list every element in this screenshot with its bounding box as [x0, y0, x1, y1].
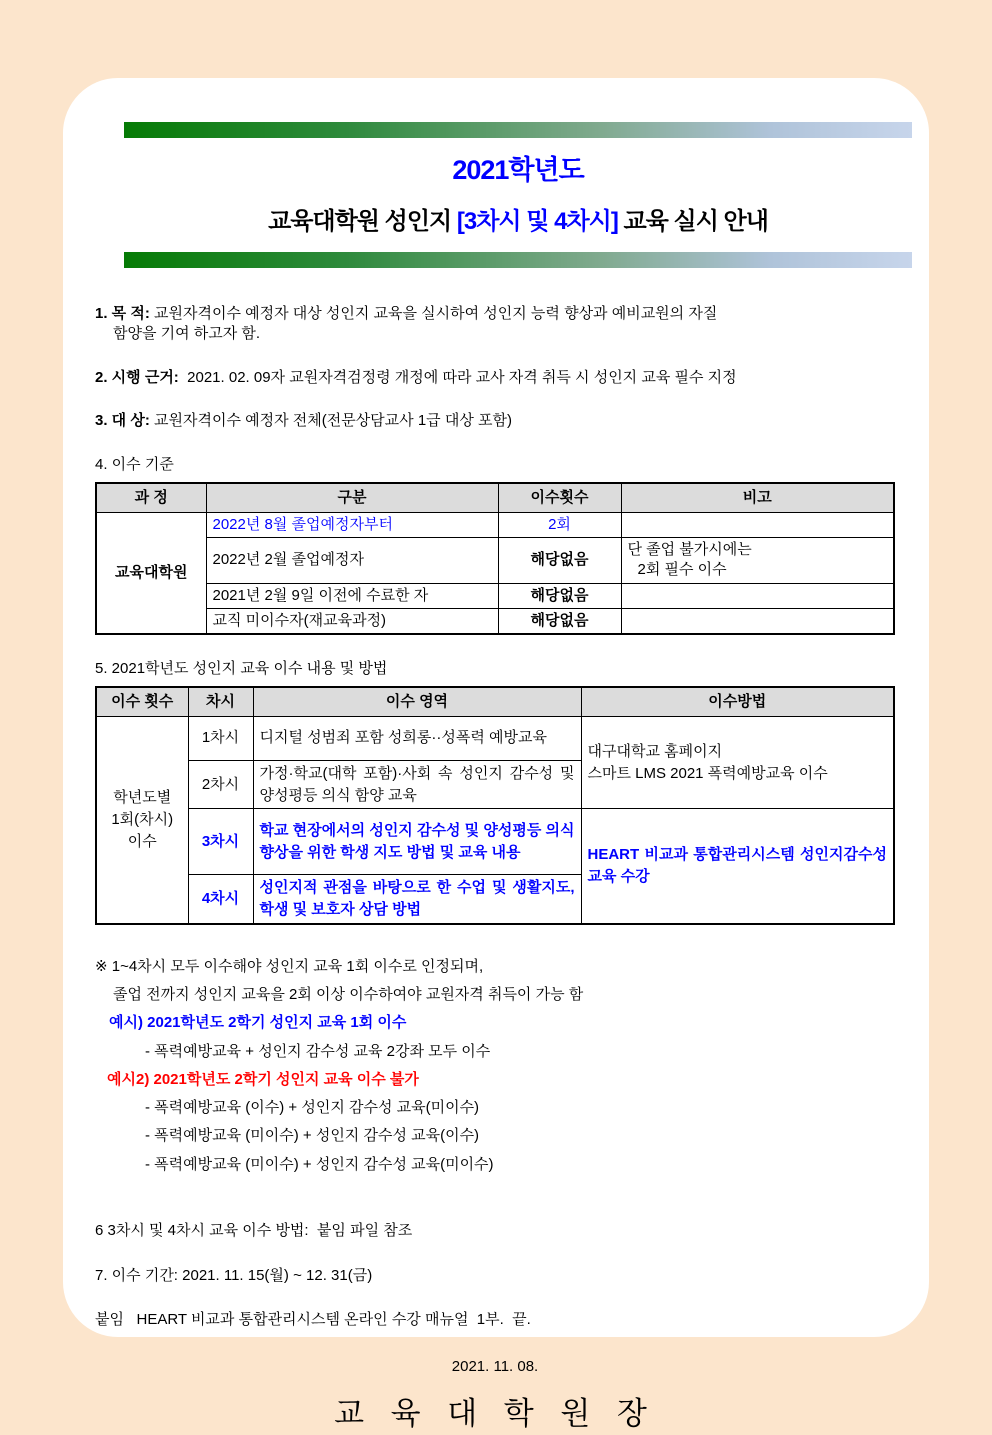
title-highlight: [3차시 및 4차시] — [456, 208, 618, 235]
col-header-session: 차시 — [188, 687, 253, 716]
document-page — [63, 78, 929, 1431]
completion-criteria-table — [95, 482, 895, 635]
section7-text: 7. 이수 기간: 2021. 11. 15(월) ~ 12. 31(금) — [95, 1267, 373, 1284]
cell-method-top — [581, 716, 894, 809]
table-row — [96, 583, 894, 608]
cell-area-3: 학교 현장에서의 성인지 감수성 및 양성평등 의식 향상을 위한 학생 지도 방법 및 교육 내용 — [253, 809, 581, 875]
example2-item-3: - 폭력예방교육 (미이수) + 성인지 감수성 교육(미이수) — [145, 1155, 494, 1173]
section-basis — [95, 368, 895, 388]
cell-count-2: 해당없음 — [498, 538, 621, 584]
table-row — [96, 716, 894, 760]
title-prefix: 교육대학원 성인지 — [268, 208, 457, 235]
section4-title: 4. 이수 기준 — [95, 456, 174, 473]
table-row — [96, 538, 894, 584]
notes-block — [95, 957, 895, 1175]
example1-title: 예시) 2021학년도 2학기 성인지 교육 1회 이수 — [109, 1014, 407, 1032]
example2-item-2: - 폭력예방교육 (미이수) + 성인지 감수성 교육(이수) — [145, 1127, 480, 1145]
document-title — [124, 201, 912, 236]
section-purpose-label: 1. 목 적: — [95, 305, 150, 322]
section-purpose-line1 — [95, 304, 895, 324]
section5-title: 5. 2021학년도 성인지 교육 이수 내용 및 방법 — [95, 660, 388, 677]
cell-session-2: 2차시 — [188, 760, 253, 809]
document-year-title: 2021학년도 — [452, 155, 584, 185]
cell-session-1: 1차시 — [188, 716, 253, 760]
signature-title: 교 육 대 학 원 장 — [334, 1395, 656, 1431]
section-purpose-line2: 함양을 기여 하고자 함. — [113, 325, 261, 343]
cell-category-1: 2022년 8월 졸업예정자부터 — [206, 512, 498, 537]
col-header-area: 이수 영역 — [253, 687, 581, 716]
method-top-line1: 대구대학교 홈페이지 — [587, 742, 723, 760]
cell-note-2 — [621, 538, 894, 584]
cell-count-1: 2회 — [498, 512, 621, 537]
cell-count-3: 해당없음 — [498, 583, 621, 608]
document-date: 2021. 11. 08. — [451, 1357, 539, 1375]
header-top-bar — [124, 122, 912, 138]
title-suffix: 교육 실시 안내 — [617, 208, 768, 235]
table-row — [96, 687, 894, 716]
group-label-line1: 학년도별 — [113, 789, 172, 807]
cell-area-1: 디지털 성범죄 포함 성희롱··성폭력 예방교육 — [253, 716, 581, 760]
col-header-times: 이수 횟수 — [96, 687, 188, 716]
education-method-table — [95, 686, 895, 925]
note-line2: 졸업 전까지 성인지 교육을 2회 이상 이수하여야 교원자격 취득이 가능 함 — [113, 986, 584, 1003]
cell-area-2: 가정·학교(대학 포함)·사회 속 성인지 감수성 및 양성평등 의식 함양 교육 — [253, 760, 581, 809]
note-line1: ※ 1~4차시 모두 이수해야 성인지 교육 1회 이수로 인정되며, — [95, 957, 484, 975]
section-target-text: 교원자격이수 예정자 전체(전문상담교사 1급 대상 포함) — [149, 411, 512, 429]
method-top-line2: 스마트 LMS 2021 폭력예방교육 이수 — [587, 764, 828, 782]
group-label-line3: 이수 — [127, 832, 157, 850]
section-target-label: 3. 대 상: — [95, 411, 150, 429]
table-row — [96, 608, 894, 634]
col-header-method: 이수방법 — [581, 687, 894, 716]
cell-note-4 — [621, 608, 894, 634]
cell-category-4: 교직 미이수자(재교육과정) — [206, 608, 498, 634]
cell-method-bottom: HEART 비교과 통합관리시스템 성인지감수성 교육 수강 — [581, 809, 894, 924]
section-purpose-text: 교원자격이수 예정자 대상 성인지 교육을 실시하여 성인지 능력 향상과 예비교원의 자질 — [149, 305, 718, 322]
section-purpose — [95, 304, 895, 345]
cell-note-3 — [621, 583, 894, 608]
cell-category-2: 2022년 2월 졸업예정자 — [206, 538, 498, 584]
table-row — [96, 483, 894, 512]
example2-title: 예시2) 2021학년도 2학기 성인지 교육 이수 불가 — [107, 1070, 419, 1088]
cell-note-1 — [621, 512, 894, 537]
section-basis-text: 2021. 02. 09자 교원자격검정령 개정에 따라 교사 자격 취득 시 성인지 교육 필수 지정 — [178, 368, 737, 386]
document-header — [124, 122, 912, 268]
cell-area-4: 성인지적 관점을 바탕으로 한 수업 및 생활지도,학생 및 보호자 상담 방법 — [253, 875, 581, 924]
cell-category-3: 2021년 2월 9일 이전에 수료한 자 — [206, 583, 498, 608]
group-label-line2: 1회(차시) — [111, 810, 174, 828]
col-header-course: 과 정 — [96, 483, 206, 512]
cell-session-3: 3차시 — [188, 809, 253, 875]
table-row — [96, 809, 894, 875]
example1-item: - 폭력예방교육 + 성인지 감수성 교육 2강좌 모두 이수 — [145, 1042, 491, 1060]
cell-count-4: 해당없음 — [498, 608, 621, 634]
document-body — [95, 304, 895, 1435]
col-header-note: 비고 — [621, 483, 894, 512]
header-bottom-bar — [124, 252, 912, 268]
table-row — [96, 512, 894, 537]
example2-item-1: - 폭력예방교육 (이수) + 성인지 감수성 교육(미이수) — [145, 1099, 480, 1116]
col-header-count: 이수횟수 — [498, 483, 621, 512]
cell-group-label — [96, 716, 188, 924]
cell-note-2-line2: 2회 필수 이수 — [637, 561, 727, 579]
cell-session-4: 4차시 — [188, 875, 253, 924]
col-header-category: 구분 — [206, 483, 498, 512]
section6-text: 6 3차시 및 4차시 교육 이수 방법: 붙임 파일 참조 — [95, 1221, 413, 1239]
section-basis-label: 2. 시행 근거: — [95, 368, 179, 386]
cell-group-label: 교육대학원 — [96, 512, 206, 634]
cell-note-2-line1: 단 졸업 불가시에는 — [627, 541, 752, 558]
section-target — [95, 411, 895, 431]
attachment-line: 붙임 HEART 비교과 통합관리시스템 온라인 수강 매뉴얼 1부. 끝. — [95, 1311, 531, 1329]
